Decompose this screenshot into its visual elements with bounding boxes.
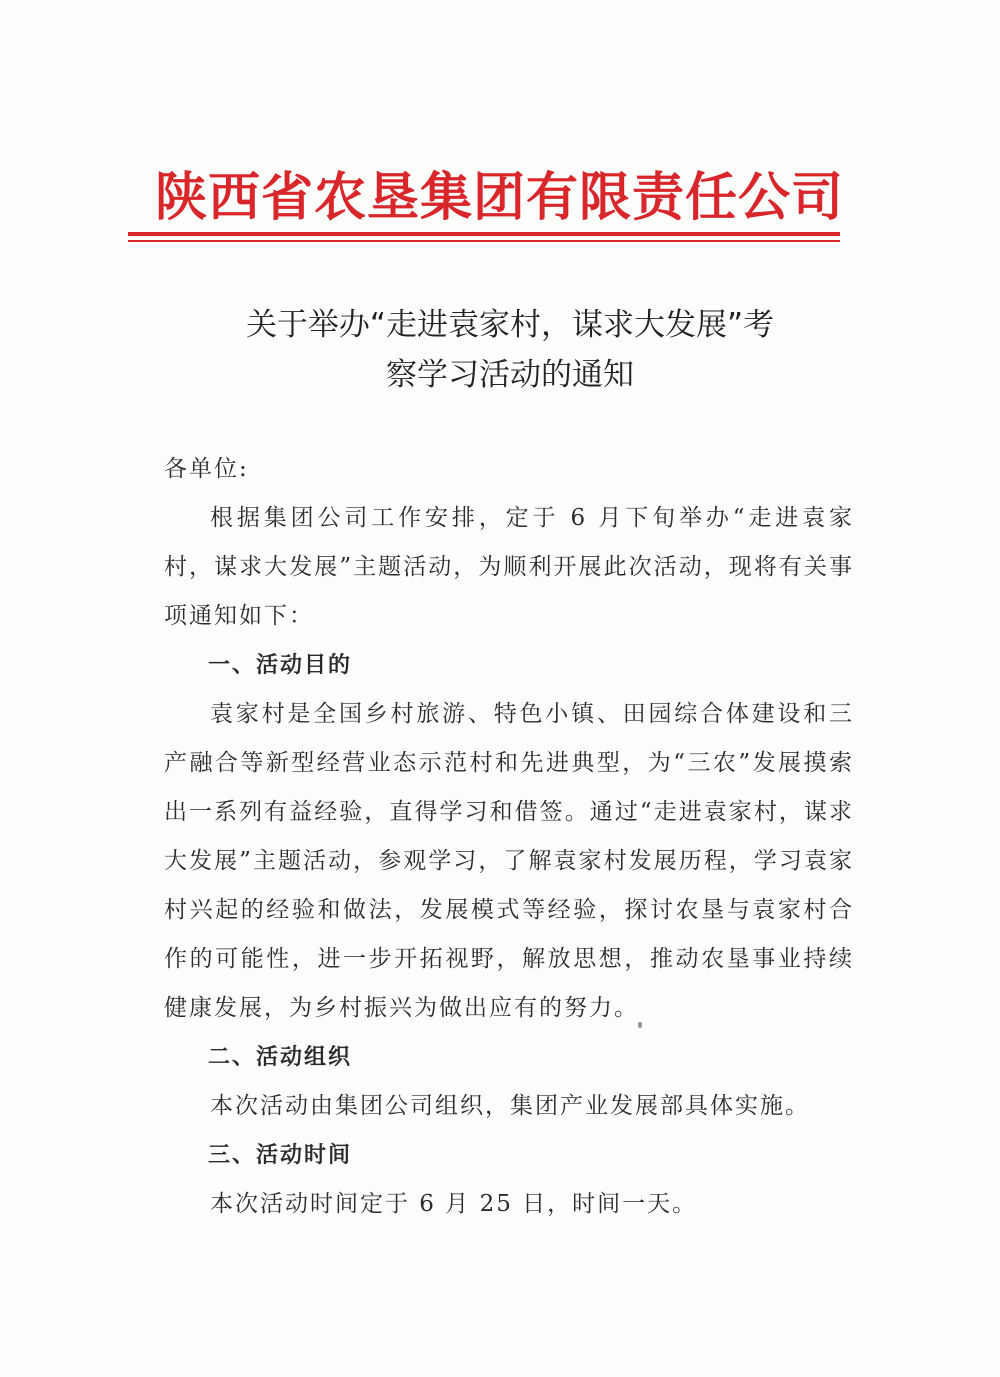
organization-header: 陕西省农垦集团有限责任公司 bbox=[155, 167, 845, 228]
section-2-heading: 二、活动组织 bbox=[208, 1045, 353, 1070]
intro-paragraph: 根据集团公司工作安排，定于 6 月下旬举办“走进袁家村，谋求大发展”主题活动，为顺利开展此次活动，现将有关事项通知如下： bbox=[164, 505, 854, 629]
document-body bbox=[164, 445, 854, 1229]
scan-speck bbox=[638, 1022, 642, 1028]
document-title-line-1: 关于举办“走进袁家村，谋求大发展”考 bbox=[245, 307, 775, 343]
section-2-paragraph: 本次活动由集团公司组织，集团产业发展部具体实施。 bbox=[210, 1093, 810, 1119]
section-1-paragraph: 袁家村是全国乡村旅游、特色小镇、田园综合体建设和三产融合等新型经营业态示范村和先进典型，为“三农”发展摸索出一系列有益经验，直得学习和借签。通过“走进袁家村，谋求大发展”主题活动，参观学习，了解袁家村发展历程，学习袁家村兴起的经验和做法，发展模式等经验，探讨农垦与袁家村合作的可能性，进一步开拓视野，解放思想，推动农垦事业持续健康发展，为乡村振兴为做出应有的努力。 bbox=[164, 701, 854, 1021]
section-3-paragraph: 本次活动时间定于 6 月 25 日，时间一天。 bbox=[210, 1191, 698, 1217]
header-red-rule-thin bbox=[128, 240, 840, 242]
section-1-heading: 一、活动目的 bbox=[208, 653, 353, 678]
header-red-rule bbox=[128, 232, 840, 236]
section-3-heading: 三、活动时间 bbox=[208, 1143, 353, 1168]
document-title-line-2: 察学习活动的通知 bbox=[386, 357, 634, 393]
salutation: 各单位: bbox=[164, 456, 249, 482]
document-title bbox=[160, 300, 860, 400]
